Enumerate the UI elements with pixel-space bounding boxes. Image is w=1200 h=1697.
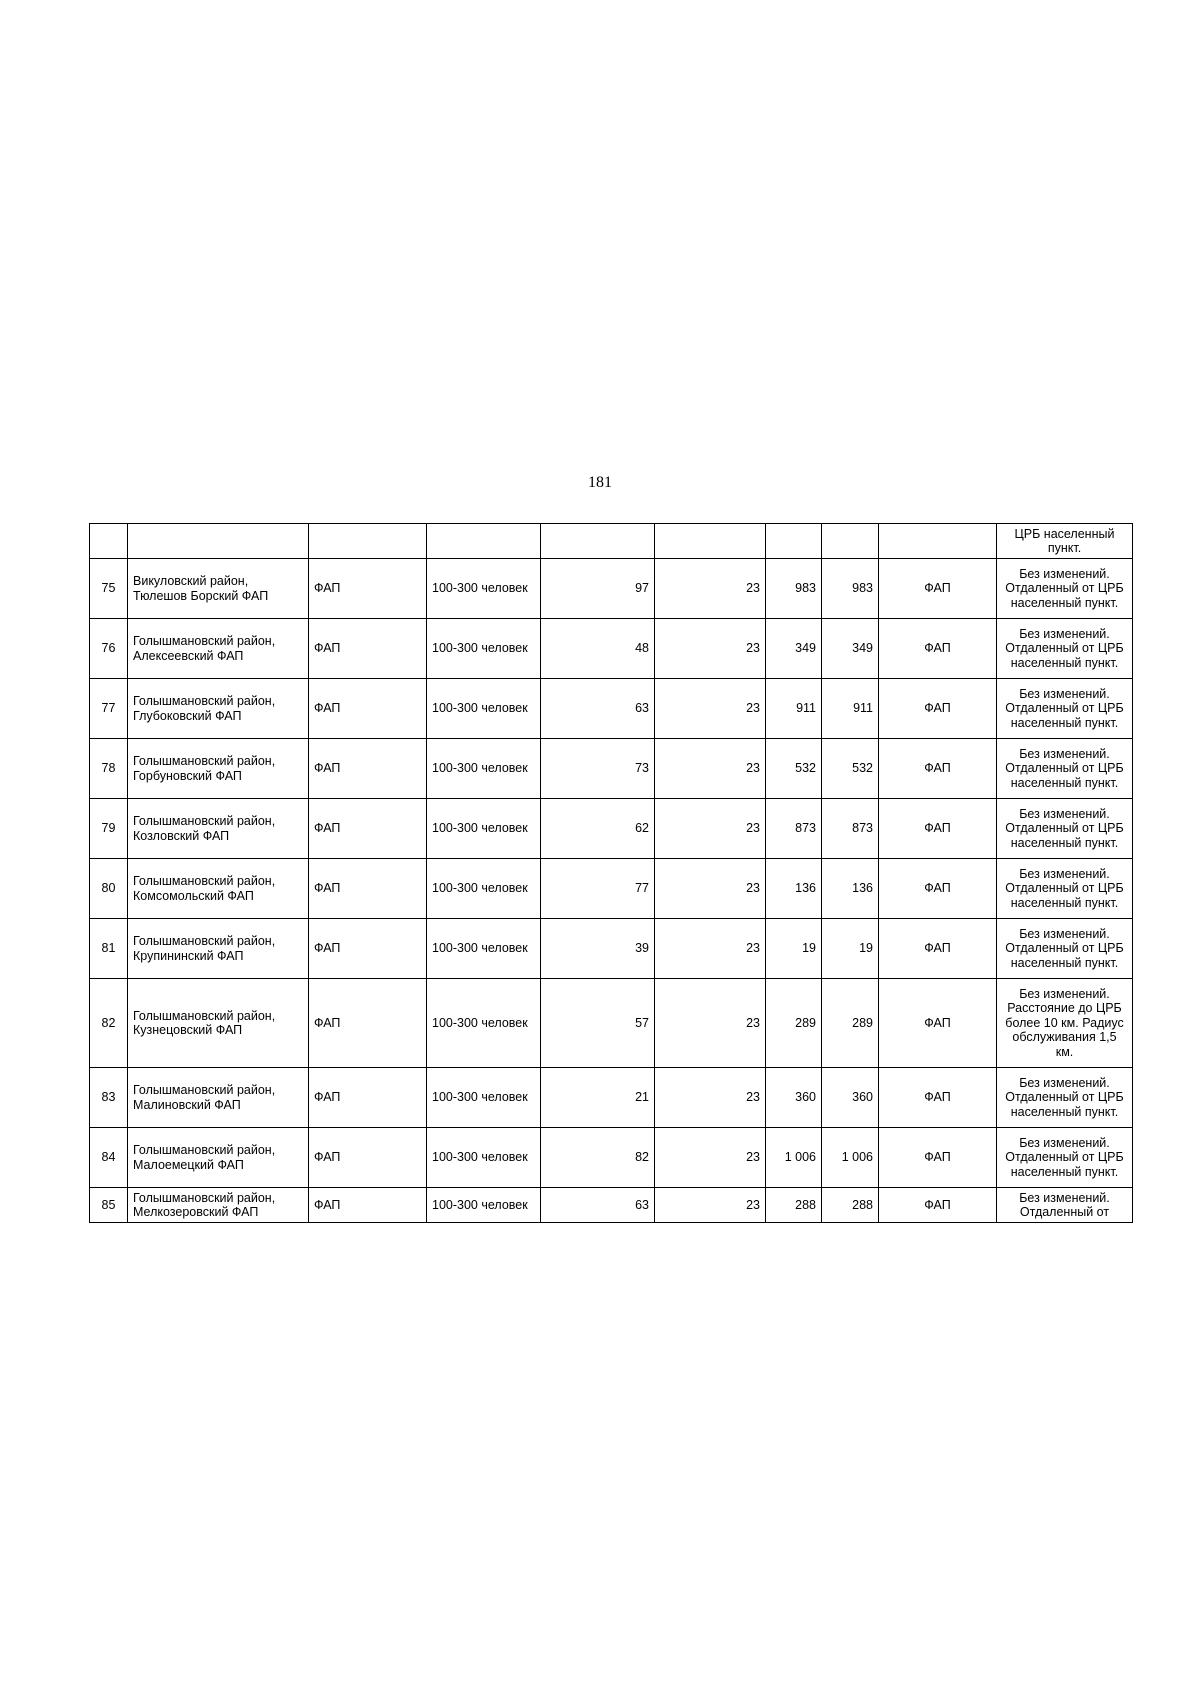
table-cell	[309, 524, 427, 559]
facility-type-cell: ФАП	[309, 559, 427, 619]
facility-type-cell: ФАП	[309, 859, 427, 919]
facility-type-cell: ФАП	[879, 559, 997, 619]
facility-type-cell: ФАП	[879, 919, 997, 979]
value-cell: 82	[541, 1128, 655, 1188]
facility-type-cell: ФАП	[879, 859, 997, 919]
value-cell: 63	[541, 1188, 655, 1223]
value-cell: 23	[655, 739, 766, 799]
value-cell: 288	[766, 1188, 822, 1223]
value-cell: 911	[822, 679, 879, 739]
value-cell: 349	[822, 619, 879, 679]
population-cell: 100-300 человек	[427, 559, 541, 619]
facility-type-cell: ФАП	[309, 679, 427, 739]
table-row	[90, 739, 1133, 799]
note-cell: Без изменений. Отдаленный от ЦРБ населенный пункт.	[997, 619, 1133, 679]
value-cell: 983	[766, 559, 822, 619]
facility-type-cell: ФАП	[309, 739, 427, 799]
table-cell	[766, 524, 822, 559]
value-cell: 532	[766, 739, 822, 799]
note-cell: Без изменений. Расстояние до ЦРБ более 10 км. Радиус обслуживания 1,5 км.	[997, 979, 1133, 1068]
note-cell: Без изменений. Отдаленный от ЦРБ населенный пункт.	[997, 919, 1133, 979]
note-cell: Без изменений. Отдаленный от ЦРБ населенный пункт.	[997, 559, 1133, 619]
table-row	[90, 979, 1133, 1068]
population-cell: 100-300 человек	[427, 679, 541, 739]
note-cell: Без изменений. Отдаленный от	[997, 1188, 1133, 1223]
table-row	[90, 919, 1133, 979]
value-cell: 873	[822, 799, 879, 859]
facilities-table	[89, 523, 1133, 1223]
value-cell: 23	[655, 919, 766, 979]
value-cell: 289	[822, 979, 879, 1068]
facility-name-cell: Голышмановский район, Глубоковский ФАП	[128, 679, 309, 739]
facility-name-cell: Викуловский район, Тюлешов Борский ФАП	[128, 559, 309, 619]
value-cell: 289	[766, 979, 822, 1068]
facility-type-cell: ФАП	[879, 1188, 997, 1223]
table-cell	[822, 524, 879, 559]
table-cell	[90, 524, 128, 559]
value-cell: 911	[766, 679, 822, 739]
table-row	[90, 559, 1133, 619]
continued-row	[90, 524, 1133, 559]
value-cell: 23	[655, 859, 766, 919]
note-cell: Без изменений. Отдаленный от ЦРБ населенный пункт.	[997, 859, 1133, 919]
value-cell: 77	[541, 859, 655, 919]
table-row	[90, 1068, 1133, 1128]
facility-type-cell: ФАП	[879, 739, 997, 799]
table-cell	[879, 524, 997, 559]
facility-type-cell: ФАП	[309, 619, 427, 679]
row-number-cell: 77	[90, 679, 128, 739]
value-cell: 23	[655, 619, 766, 679]
page-number: 181	[588, 474, 612, 491]
value-cell: 73	[541, 739, 655, 799]
note-cell: Без изменений. Отдаленный от ЦРБ населенный пункт.	[997, 739, 1133, 799]
facility-type-cell: ФАП	[879, 679, 997, 739]
facility-type-cell: ФАП	[309, 799, 427, 859]
row-number-cell: 82	[90, 979, 128, 1068]
value-cell: 23	[655, 1068, 766, 1128]
value-cell: 532	[822, 739, 879, 799]
facility-type-cell: ФАП	[879, 1128, 997, 1188]
facility-name-cell: Голышмановский район, Горбуновский ФАП	[128, 739, 309, 799]
value-cell: 21	[541, 1068, 655, 1128]
value-cell: 136	[822, 859, 879, 919]
value-cell: 23	[655, 679, 766, 739]
population-cell: 100-300 человек	[427, 619, 541, 679]
facility-name-cell: Голышмановский район, Малиновский ФАП	[128, 1068, 309, 1128]
note-cell: ЦРБ населенный пункт.	[997, 524, 1133, 559]
population-cell: 100-300 человек	[427, 1068, 541, 1128]
facility-type-cell: ФАП	[879, 1068, 997, 1128]
facility-name-cell: Голышмановский район, Комсомольский ФАП	[128, 859, 309, 919]
row-number-cell: 75	[90, 559, 128, 619]
table-cell	[541, 524, 655, 559]
facility-name-cell: Голышмановский район, Мелкозеровский ФАП	[128, 1188, 309, 1223]
value-cell: 62	[541, 799, 655, 859]
row-number-cell: 80	[90, 859, 128, 919]
row-number-cell: 84	[90, 1128, 128, 1188]
facility-type-cell: ФАП	[309, 979, 427, 1068]
population-cell: 100-300 человек	[427, 979, 541, 1068]
value-cell: 48	[541, 619, 655, 679]
table-row	[90, 1188, 1133, 1223]
table-cell	[128, 524, 309, 559]
value-cell: 63	[541, 679, 655, 739]
row-number-cell: 78	[90, 739, 128, 799]
population-cell: 100-300 человек	[427, 859, 541, 919]
table-row	[90, 679, 1133, 739]
table-row	[90, 619, 1133, 679]
facility-name-cell: Голышмановский район, Кузнецовский ФАП	[128, 979, 309, 1068]
population-cell: 100-300 человек	[427, 739, 541, 799]
facility-type-cell: ФАП	[879, 619, 997, 679]
value-cell: 23	[655, 799, 766, 859]
table-cell	[427, 524, 541, 559]
row-number-cell: 85	[90, 1188, 128, 1223]
value-cell: 360	[822, 1068, 879, 1128]
value-cell: 57	[541, 979, 655, 1068]
value-cell: 23	[655, 559, 766, 619]
value-cell: 23	[655, 979, 766, 1068]
value-cell: 136	[766, 859, 822, 919]
value-cell: 1 006	[766, 1128, 822, 1188]
value-cell: 1 006	[822, 1128, 879, 1188]
value-cell: 288	[822, 1188, 879, 1223]
facility-name-cell: Голышмановский район, Алексеевский ФАП	[128, 619, 309, 679]
population-cell: 100-300 человек	[427, 919, 541, 979]
facility-type-cell: ФАП	[309, 1188, 427, 1223]
facility-type-cell: ФАП	[879, 799, 997, 859]
row-number-cell: 81	[90, 919, 128, 979]
table-row	[90, 799, 1133, 859]
note-cell: Без изменений. Отдаленный от ЦРБ населенный пункт.	[997, 1068, 1133, 1128]
facility-name-cell: Голышмановский район, Козловский ФАП	[128, 799, 309, 859]
note-cell: Без изменений. Отдаленный от ЦРБ населенный пункт.	[997, 679, 1133, 739]
facility-type-cell: ФАП	[879, 979, 997, 1068]
value-cell: 349	[766, 619, 822, 679]
note-cell: Без изменений. Отдаленный от ЦРБ населенный пункт.	[997, 1128, 1133, 1188]
note-cell: Без изменений. Отдаленный от ЦРБ населенный пункт.	[997, 799, 1133, 859]
facility-name-cell: Голышмановский район, Крупининский ФАП	[128, 919, 309, 979]
table-cell	[655, 524, 766, 559]
row-number-cell: 79	[90, 799, 128, 859]
population-cell: 100-300 человек	[427, 1188, 541, 1223]
row-number-cell: 76	[90, 619, 128, 679]
value-cell: 873	[766, 799, 822, 859]
facility-type-cell: ФАП	[309, 1068, 427, 1128]
population-cell: 100-300 человек	[427, 1128, 541, 1188]
facility-type-cell: ФАП	[309, 919, 427, 979]
value-cell: 23	[655, 1188, 766, 1223]
value-cell: 360	[766, 1068, 822, 1128]
row-number-cell: 83	[90, 1068, 128, 1128]
value-cell: 983	[822, 559, 879, 619]
value-cell: 23	[655, 1128, 766, 1188]
population-cell: 100-300 человек	[427, 799, 541, 859]
table-row	[90, 1128, 1133, 1188]
facility-name-cell: Голышмановский район, Малоемецкий ФАП	[128, 1128, 309, 1188]
facility-type-cell: ФАП	[309, 1128, 427, 1188]
value-cell: 39	[541, 919, 655, 979]
value-cell: 19	[766, 919, 822, 979]
value-cell: 19	[822, 919, 879, 979]
value-cell: 97	[541, 559, 655, 619]
table-row	[90, 859, 1133, 919]
